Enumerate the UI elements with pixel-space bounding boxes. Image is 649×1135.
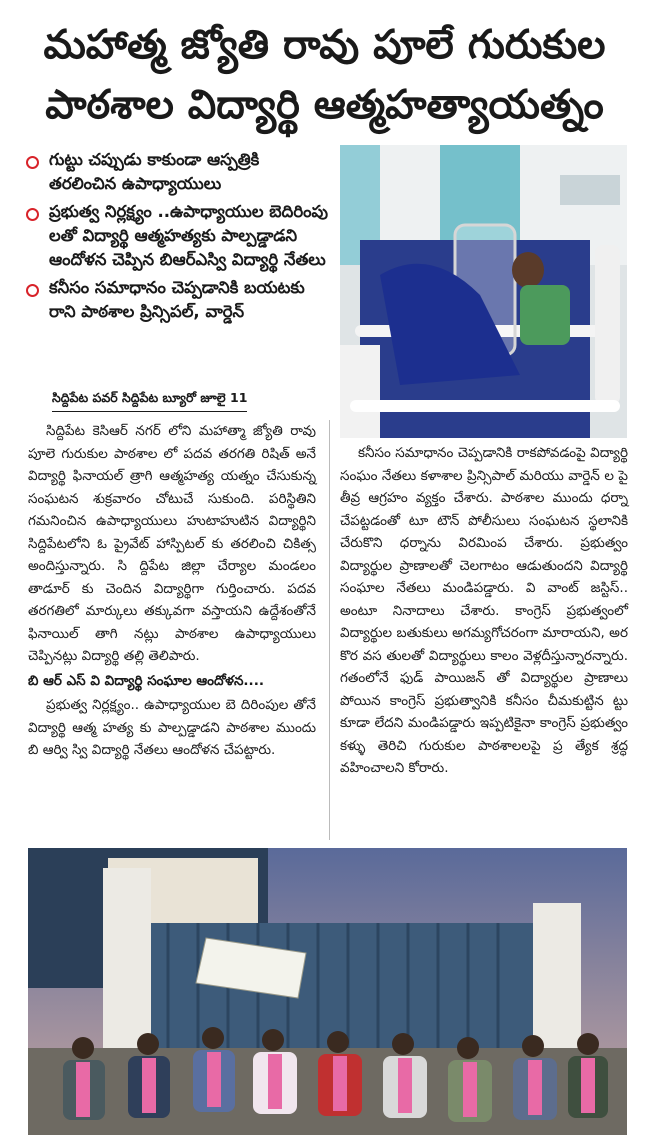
protest-photo bbox=[28, 848, 627, 1135]
highlight-text: కనీసం సమాధానం చెప్పడానికి బయటకు రాని పాఠశాల ప్రిన్సిపల్, వార్డెన్ bbox=[49, 278, 305, 321]
column-divider bbox=[329, 420, 330, 840]
highlight-item bbox=[20, 148, 330, 196]
headline-line-1: మహాత్మ జ్యోతి రావు పూలే గురుకుల bbox=[43, 22, 606, 68]
highlight-text: ప్రభుత్వ నిర్లక్ష్యం ..ఉపాధ్యాయుల బెదిరింపు లతో విద్యార్థి ఆత్మహత్యకు పాల్పడ్డాడని ఆందోళన చెప్పిన బిఆర్ఎస్వి విద్యార్థి నేతలు bbox=[49, 202, 328, 269]
paragraph: కనీసం సమాధానం చెప్పడానికి రాకపోవడంపై విద్యార్థి సంఘం నేతలు కళాశాల ప్రిన్సిపాల్ మరియు వార్డెన్ ల పై తీవ్ర ఆగ్రహం వ్యక్తం చేశారు. పాఠశాల ముందు ధర్నా చేపట్టడంతో టూ టౌన్ పోలీసులు సంఘటన స్థలానికి చేరుకొని ధర్నాను విరమింప చేశారు. ప్రభుత్వం విద్యార్థుల ప్రాణాలతో చెలగాటం ఆడుతుందని విద్యార్థి సంఘాల నేతలు మండిపడ్డారు. వి వాంట్ జస్టిస్.. అంటూ నినాదాలు చేశారు. కాంగ్రెస్ ప్రభుత్వంలో విద్యార్థుల బతుకులు అగమ్యగోచరంగా మారాయని, అర కొర వస తులతో విద్యార్థులు కాలం వెళ్లదీస్తున్నారన్నారు. గతంలోనే ఫుడ్ పాయిజన్ తో విద్యార్థుల ప్రాణాలు పోయిన కాంగ్రెస్ ప్రభుత్వానికి కనీసం చీమకుట్టిన ట్టు కూడా లేదని మండిపడ్డారు ఇప్పటికైనా కాంగ్రెస్ ప్రభుత్వం కళ్ళు తెరిచి గురుకుల పాఠశాలలపై ప్ర త్యేక శ్రద్ధ వహించాలని కోరారు. bbox=[340, 445, 628, 776]
article-column-2 bbox=[340, 442, 628, 780]
bullet-circle-icon bbox=[26, 156, 39, 169]
article-column-1 bbox=[28, 420, 316, 762]
hospital-bed-illustration bbox=[340, 145, 627, 438]
paragraph: సిద్దిపేట కెసిఆర్ నగర్ లోని మహాత్మా జ్యోతి రావు పూలె గురుకుల పాఠశాల లో పదవ తరగతి రిషిత్ అనే విద్యార్థి ఫినాయల్ త్రాగి ఆత్మహత్య యత్నం చేసుకున్న సంఘటన శుక్రవారం చోటుచే సుకుంది. పరిస్థితిని గమనించిన ఉపాధ్యాయులు హుటాహుటిన విద్యార్థిని సిద్దిపేటలోని ఓ ప్రైవేట్ హాస్పిటల్ కు తరలించి చికిత్స అందిస్తున్నారు. సి ద్దిపేట జిల్లా చేర్యాల మండలం తాడూర్ కు చెందిన విద్యార్థిగా గుర్తించారు. పదవ తరగతిలో మార్కులు తక్కువగా వస్తాయని ఉద్దేశంతోనే ఫినాయిల్ తాగి నట్లు పాఠశాల ఉపాధ్యాయులు చెప్పినట్లు విద్యార్థి తల్లి తెలిపారు. bbox=[28, 423, 316, 664]
dateline: సిద్దిపేట పవర్ సిద్దిపేట బ్యూరో జూలై 11 bbox=[52, 390, 247, 412]
protest-scene-illustration bbox=[28, 848, 627, 1135]
highlight-item bbox=[20, 200, 330, 272]
highlight-item bbox=[20, 276, 330, 324]
paragraph: ప్రభుత్వ నిర్లక్ష్యం.. ఉపాధ్యాయుల బె దిరింపుల తోనే విద్యార్థి ఆత్మ హత్య కు పాల్పడ్డాడని పాఠశాల ముందు బి ఆర్వి స్వి విద్యార్థి నేతలు ఆందోళన చేపట్టారు. bbox=[28, 697, 316, 758]
headline-line-2: పాఠశాల విద్యార్థి ఆత్మహత్యాయత్నం bbox=[45, 82, 604, 128]
hospital-photo bbox=[340, 145, 627, 438]
bullet-circle-icon bbox=[26, 208, 39, 221]
highlights-list bbox=[20, 148, 330, 328]
bullet-circle-icon bbox=[26, 284, 39, 297]
highlight-text: గుట్టు చప్పుడు కాకుండా ఆస్పత్రికి తరలించిన ఉపాధ్యాయులు bbox=[49, 150, 260, 193]
subheading: బి ఆర్ ఎస్ వి విద్యార్థి సంఘాల ఆందోళన.... bbox=[28, 672, 264, 689]
